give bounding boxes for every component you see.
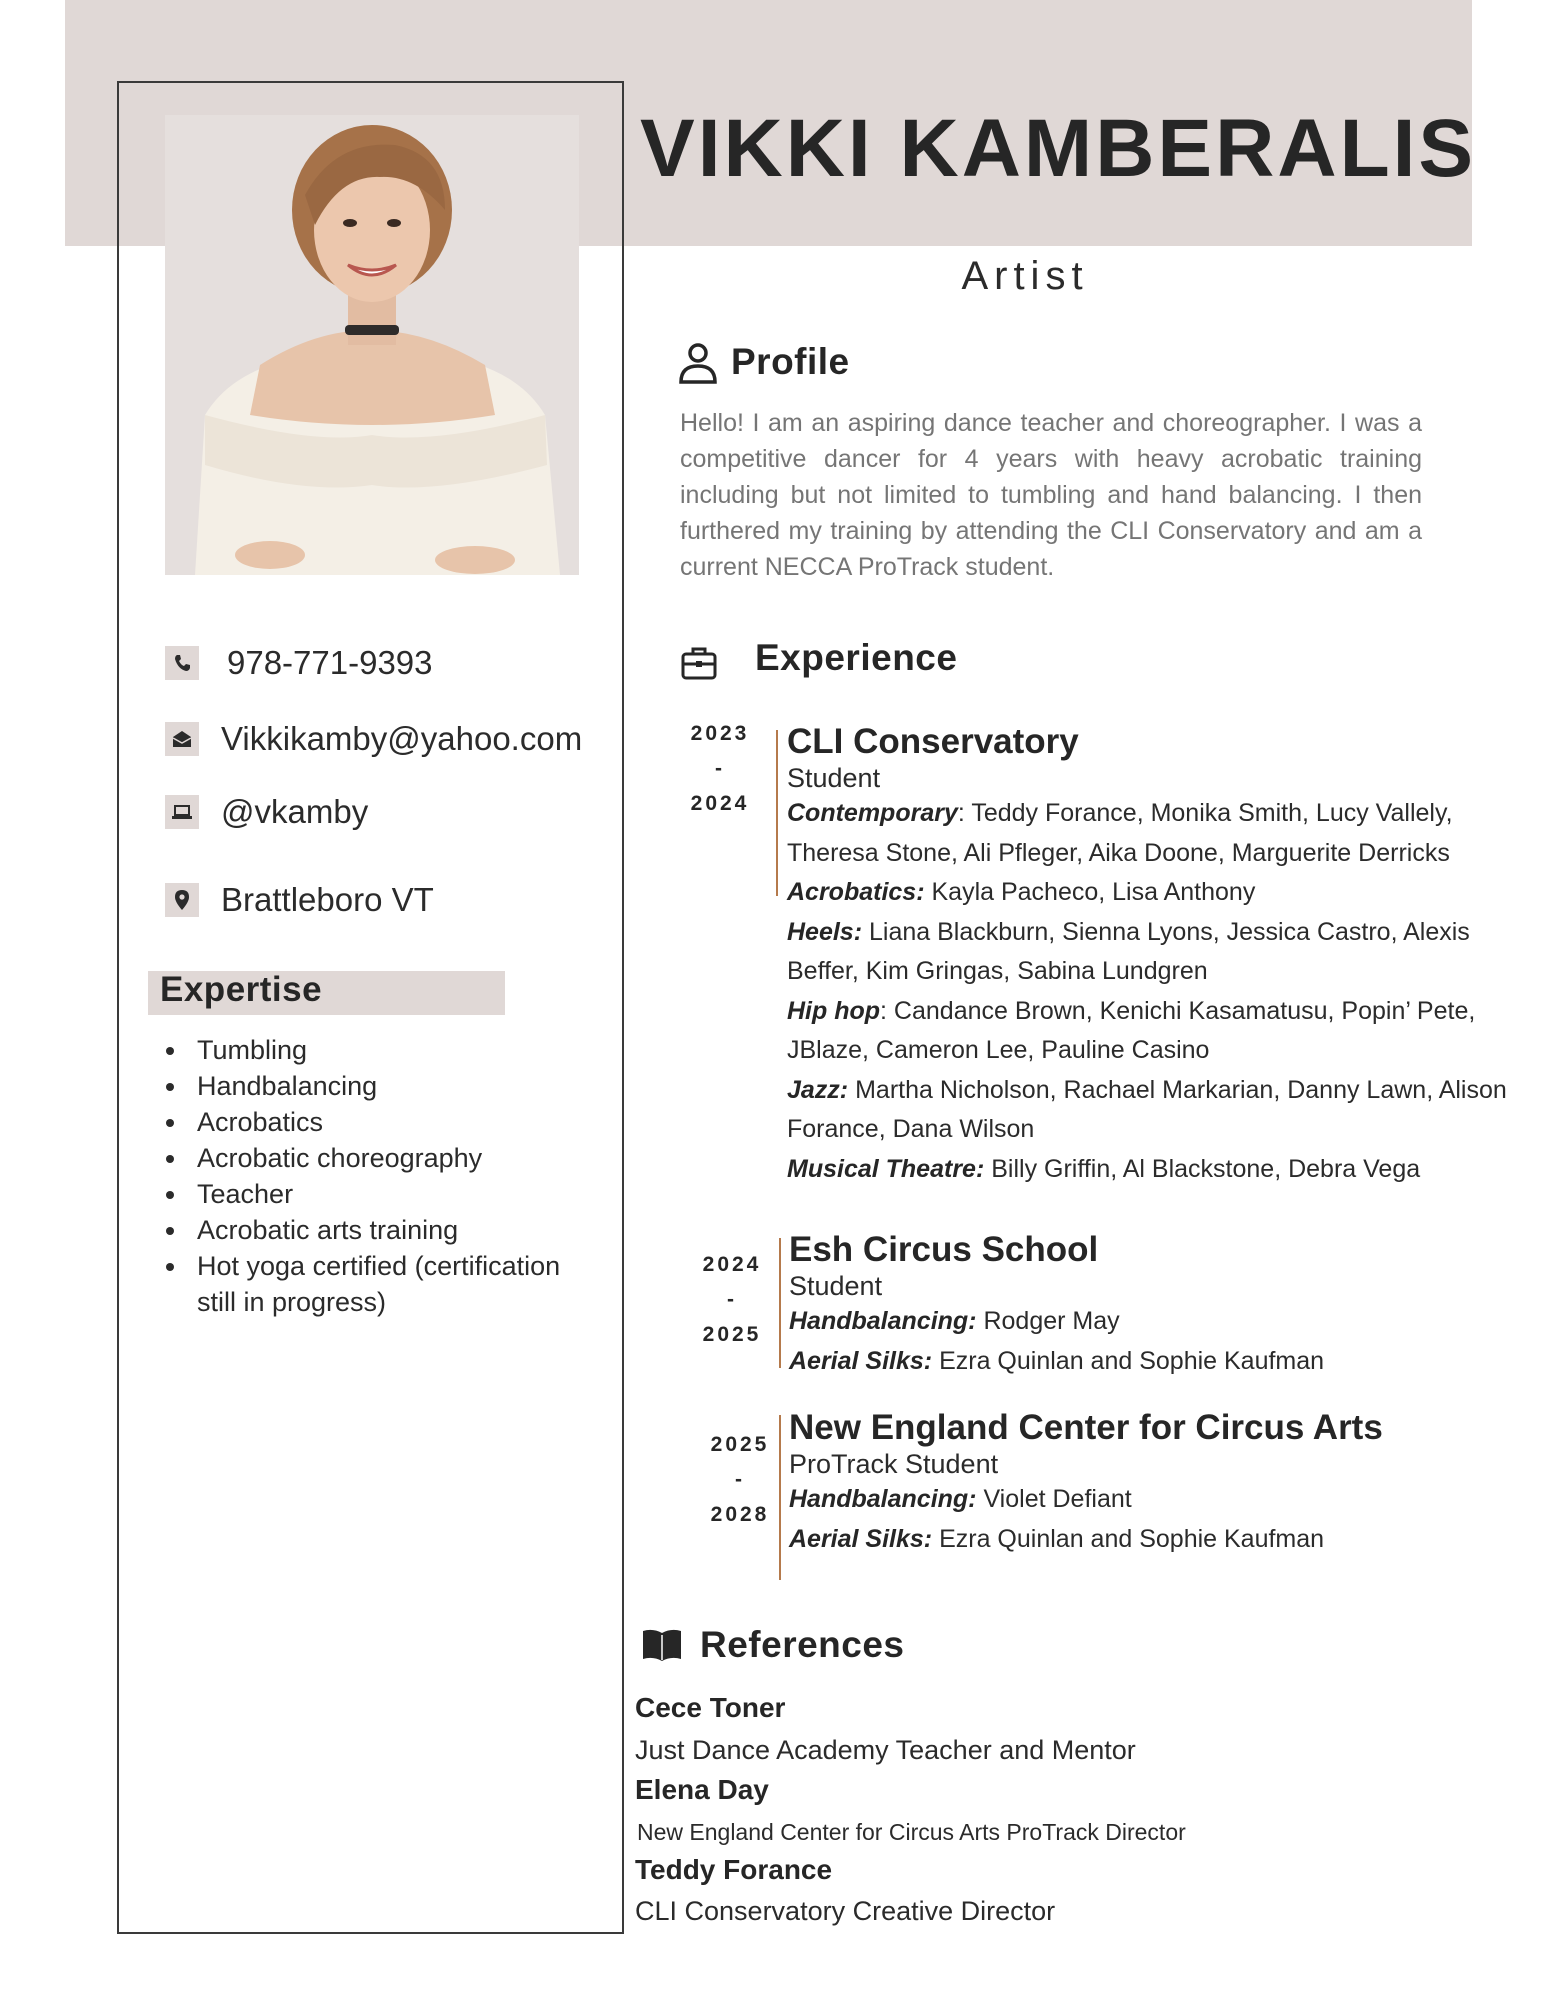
reference-name: Elena Day [635,1774,769,1805]
reference-desc: New England Center for Circus Arts ProTrack Director [637,1819,1186,1845]
year-dash: - [715,757,725,780]
year-start: 2023 [690,722,750,745]
resume-role: Artist [961,254,1089,298]
experience-years [692,1247,772,1352]
portrait-illustration [165,115,579,575]
list-item: Acrobatic arts training [163,1212,603,1248]
social-handle: @vkamby [221,793,369,830]
laptop-icon [165,795,199,829]
experience-item [789,1230,1529,1381]
year-start: 2025 [710,1433,770,1456]
experience-line: Musical Theatre: Billy Griffin, Al Blackstone, Debra Vega [787,1154,1421,1183]
expertise-title: Expertise [160,970,323,1009]
list-item: Tumbling [163,1032,603,1068]
contact-location [165,878,434,922]
timeline-line [779,1415,781,1580]
profile-title: Profile [731,341,850,382]
experience-org: CLI Conservatory [787,722,1079,761]
map-pin-icon [165,883,199,917]
experience-line: Jazz: Martha Nicholson, Rachael Markarian, Danny Lawn, Alison Forance, Dana Wilson [787,1075,1507,1143]
experience-line: Handbalancing: Violet Defiant [789,1485,1132,1513]
experience-title: Experience [755,637,958,678]
experience-item [787,722,1527,1189]
portrait-photo [165,115,579,575]
experience-role: ProTrack Student [789,1449,999,1479]
list-item: Teacher [163,1176,603,1212]
experience-item [789,1408,1529,1559]
timeline-line [779,1238,781,1368]
email-address: Vikkikamby@yahoo.com [221,720,583,757]
year-end: 2028 [710,1503,770,1526]
list-item: Handbalancing [163,1068,603,1104]
experience-years [680,716,760,821]
user-icon [678,342,718,389]
experience-line: Hip hop: Candance Brown, Kenichi Kasamatusu, Popin’ Pete, JBlaze, Cameron Lee, Pauline Casino [787,996,1476,1064]
year-dash: - [735,1468,745,1491]
experience-line: Aerial Silks: Ezra Quinlan and Sophie Kaufman [789,1524,1325,1553]
references-title: References [700,1624,905,1665]
envelope-icon [165,722,199,756]
experience-line: Aerial Silks: Ezra Quinlan and Sophie Kaufman [789,1346,1325,1375]
contact-email [165,717,582,761]
experience-line: Heels: Liana Blackburn, Sienna Lyons, Jessica Castro, Alexis Beffer, Kim Gringas, Sabina Lundgren [787,917,1470,985]
experience-org: Esh Circus School [789,1230,1099,1269]
list-item: Acrobatics [163,1104,603,1140]
list-item: Acrobatic choreography [163,1140,603,1176]
year-start: 2024 [702,1253,762,1276]
year-dash: - [727,1288,737,1311]
reference-name: Cece Toner [635,1692,786,1723]
experience-role: Student [789,1271,883,1301]
expertise-list [163,1032,603,1320]
experience-line: Acrobatics: Kayla Pacheco, Lisa Anthony [787,878,1256,906]
experience-years [700,1427,780,1532]
reference-desc: Just Dance Academy Teacher and Mentor [635,1735,1136,1765]
profile-text: Hello! I am an aspiring dance teacher and choreographer. I was a competitive dancer for 4 years with heavy acrobatic training including but not limited to tumbling and hand balancing. I then furthered my training by attending the CLI Conservatory and am a current NECCA ProTrack student. [680,409,1422,581]
timeline-line [776,730,778,896]
contact-handle [165,790,368,834]
resume-name: VIKKI KAMBERALIS [640,103,1477,194]
experience-line: Contemporary: Teddy Forance, Monika Smith, Lucy Vallely, Theresa Stone, Ali Pfleger, Aika Doone, Marguerite Derricks [787,799,1453,867]
year-end: 2024 [690,792,750,815]
contact-phone [165,641,433,685]
year-end: 2025 [702,1323,762,1346]
experience-org: New England Center for Circus Arts [789,1408,1383,1447]
briefcase-icon [681,646,717,685]
reference-desc: CLI Conservatory Creative Director [635,1896,1056,1926]
experience-line: Handbalancing: Rodger May [789,1307,1120,1335]
list-item: Hot yoga certified (certification still in progress) [163,1248,603,1320]
book-icon [641,1627,683,1668]
phone-icon [165,646,199,680]
reference-name: Teddy Forance [635,1854,833,1885]
experience-role: Student [787,763,881,793]
phone-number: 978-771-9393 [227,644,433,681]
location-text: Brattleboro VT [221,881,434,918]
